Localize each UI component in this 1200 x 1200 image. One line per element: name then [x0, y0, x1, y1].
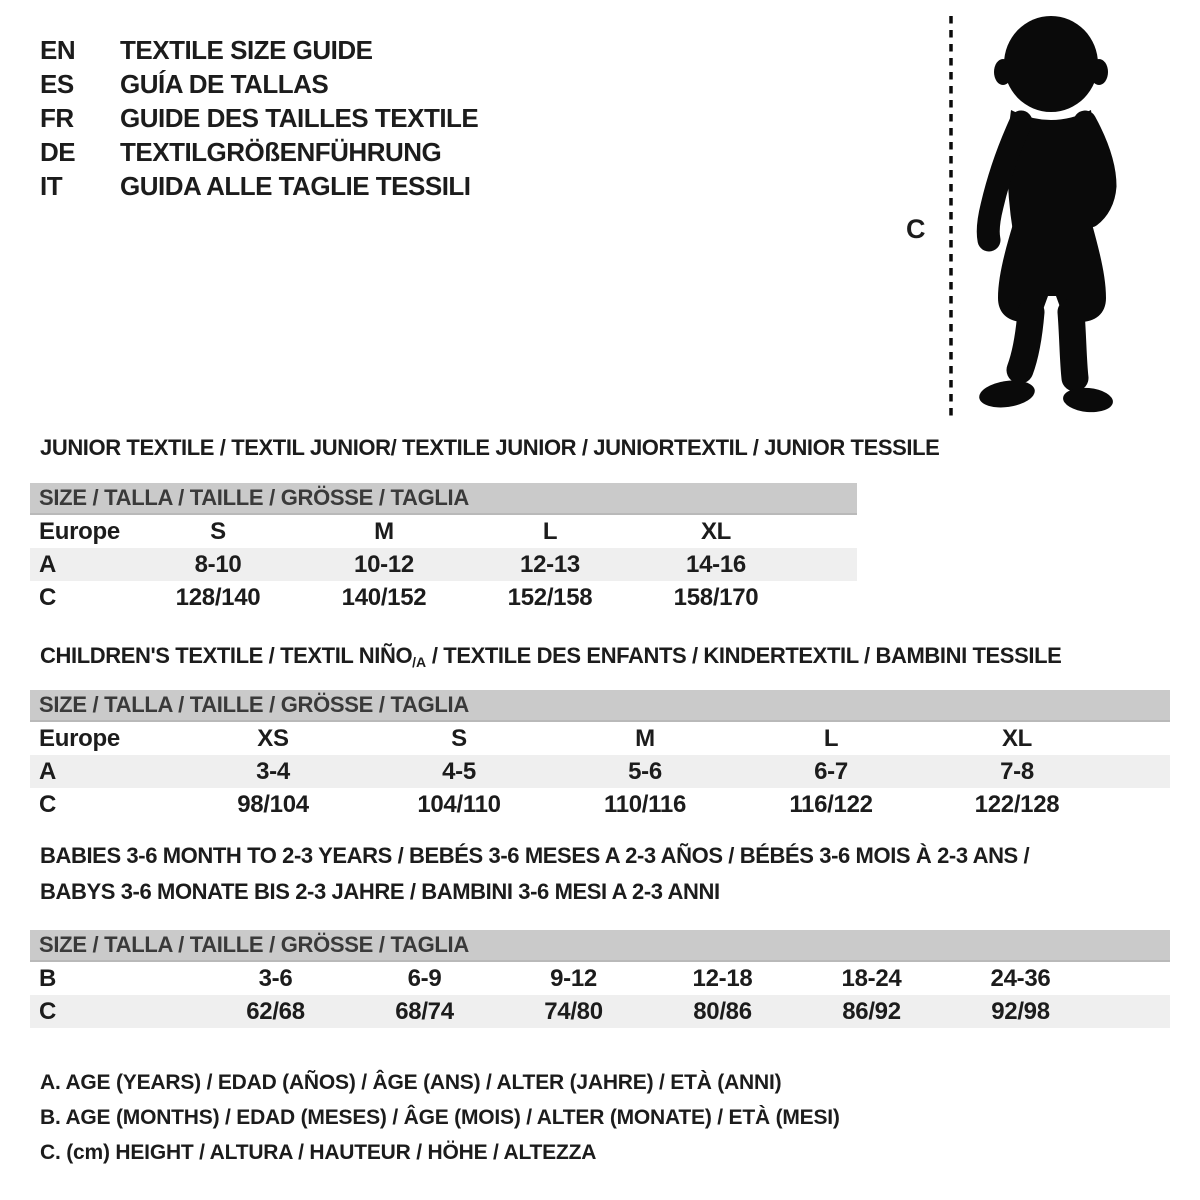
- size-cell: 6-7: [814, 758, 848, 785]
- size-cell: 4-5: [442, 758, 476, 785]
- size-cell: 3-4: [256, 758, 290, 785]
- size-cell: 3-6: [258, 965, 293, 992]
- language-row: [40, 135, 478, 169]
- size-cell: 8-10: [194, 551, 242, 578]
- size-cell: 128/140: [175, 584, 261, 611]
- table-row: [30, 548, 857, 581]
- size-cell: S: [451, 725, 467, 752]
- children-size-table: [30, 690, 1170, 821]
- size-cell: 152/158: [507, 584, 593, 611]
- size-cell: L: [823, 725, 839, 752]
- junior-table-rows: [30, 515, 857, 614]
- row-label: A: [39, 758, 57, 785]
- table-row: [30, 788, 1170, 821]
- junior-size-table: [30, 483, 857, 614]
- legend-line: C. (cm) HEIGHT / ALTURA / HAUTEUR / HÖHE / ALTEZZA: [40, 1141, 597, 1164]
- size-header-bar: SIZE / TALLA / TAILLE / GRÖSSE / TAGLIA: [30, 690, 1170, 722]
- size-cell: 80/86: [693, 998, 752, 1025]
- children-table-rows: [30, 722, 1170, 821]
- language-row: [40, 169, 478, 203]
- measurement-legend: [40, 1065, 840, 1170]
- size-cell: 92/98: [991, 998, 1050, 1025]
- language-row: [40, 33, 478, 67]
- size-cell: XL: [1001, 725, 1033, 752]
- size-cell: S: [210, 518, 226, 545]
- children-table-title: [40, 643, 1061, 670]
- size-cell: 122/128: [974, 791, 1060, 818]
- row-label: A: [39, 551, 57, 578]
- size-cell: 110/116: [603, 791, 686, 818]
- language-code: IT: [40, 171, 63, 201]
- size-cell: 68/74: [395, 998, 454, 1025]
- size-cell: 5-6: [628, 758, 662, 785]
- height-measure-label: C: [906, 214, 925, 244]
- language-title-list: [40, 33, 478, 203]
- language-code: EN: [40, 35, 76, 65]
- size-cell: M: [635, 725, 655, 752]
- language-code: DE: [40, 137, 76, 167]
- language-label: TEXTILE SIZE GUIDE: [120, 35, 373, 65]
- table-row: [30, 515, 857, 548]
- size-cell: M: [374, 518, 394, 545]
- babies-table-title-line1: BABIES 3-6 MONTH TO 2-3 YEARS / BEBÉS 3-6 MESES A 2-3 AÑOS / BÉBÉS 3-6 MOIS À 2-3 ANS /: [40, 843, 1030, 868]
- row-label: C: [39, 584, 57, 611]
- babies-table-rows: [30, 962, 1170, 1028]
- size-cell: 9-12: [550, 965, 597, 992]
- language-row: [40, 67, 478, 101]
- size-header-bar: SIZE / TALLA / TAILLE / GRÖSSE / TAGLIA: [30, 483, 857, 515]
- row-label: B: [39, 965, 57, 992]
- row-label: Europe: [39, 725, 120, 752]
- table-row: [30, 722, 1170, 755]
- size-cell: 62/68: [246, 998, 305, 1025]
- babies-size-table: [30, 930, 1170, 1028]
- language-label: GUIDE DES TAILLES TEXTILE: [120, 103, 479, 133]
- row-label: Europe: [39, 518, 120, 545]
- language-code: ES: [40, 69, 74, 99]
- table-row: [30, 962, 1170, 995]
- babies-table-title-line2: BABYS 3-6 MONATE BIS 2-3 JAHRE / BAMBINI 3-6 MESI A 2-3 ANNI: [40, 879, 720, 904]
- size-cell: 18-24: [841, 965, 902, 992]
- table-row: [30, 755, 1170, 788]
- language-label: GUIDA ALLE TAGLIE TESSILI: [120, 171, 471, 201]
- legend-line: B. AGE (MONTHS) / EDAD (MESES) / ÂGE (MOIS) / ALTER (MONATE) / ETÀ (MESI): [40, 1106, 840, 1129]
- size-cell: 158/170: [673, 584, 759, 611]
- language-code: FR: [40, 103, 74, 133]
- size-cell: XL: [700, 518, 732, 545]
- children-title-suffix: / TEXTILE DES ENFANTS / KINDERTEXTIL / BAMBINI TESSILE: [426, 643, 1062, 668]
- size-cell: 86/92: [842, 998, 901, 1025]
- size-cell: 14-16: [686, 551, 746, 578]
- baby-silhouette-icon: [905, 0, 1140, 420]
- language-label: TEXTILGRÖßENFÜHRUNG: [120, 137, 442, 167]
- table-row: [30, 995, 1170, 1028]
- language-label: GUÍA DE TALLAS: [120, 69, 329, 99]
- size-cell: 98/104: [237, 791, 309, 818]
- junior-table-title: JUNIOR TEXTILE / TEXTIL JUNIOR/ TEXTILE JUNIOR / JUNIORTEXTIL / JUNIOR TESSILE: [40, 435, 940, 460]
- size-cell: L: [542, 518, 558, 545]
- language-row: [40, 101, 478, 135]
- size-cell: 116/122: [789, 791, 873, 818]
- table-row: [30, 581, 857, 614]
- children-title-sub: /A: [412, 654, 427, 670]
- legend-line: A. AGE (YEARS) / EDAD (AÑOS) / ÂGE (ANS) / ALTER (JAHRE) / ETÀ (ANNI): [40, 1071, 782, 1094]
- size-cell: 10-12: [354, 551, 414, 578]
- size-cell: 6-9: [407, 965, 442, 992]
- size-cell: XS: [257, 725, 289, 752]
- size-cell: 74/80: [544, 998, 603, 1025]
- size-cell: 12-13: [520, 551, 580, 578]
- baby-figure: [977, 16, 1113, 414]
- children-title-prefix: CHILDREN'S TEXTILE / TEXTIL NIÑO: [40, 643, 413, 668]
- size-cell: 24-36: [990, 965, 1051, 992]
- size-cell: 7-8: [1000, 758, 1034, 785]
- size-cell: 104/110: [417, 791, 501, 818]
- row-label: C: [39, 998, 57, 1025]
- size-cell: 140/152: [341, 584, 427, 611]
- size-header-bar: SIZE / TALLA / TAILLE / GRÖSSE / TAGLIA: [30, 930, 1170, 962]
- row-label: C: [39, 791, 57, 818]
- size-cell: 12-18: [692, 965, 753, 992]
